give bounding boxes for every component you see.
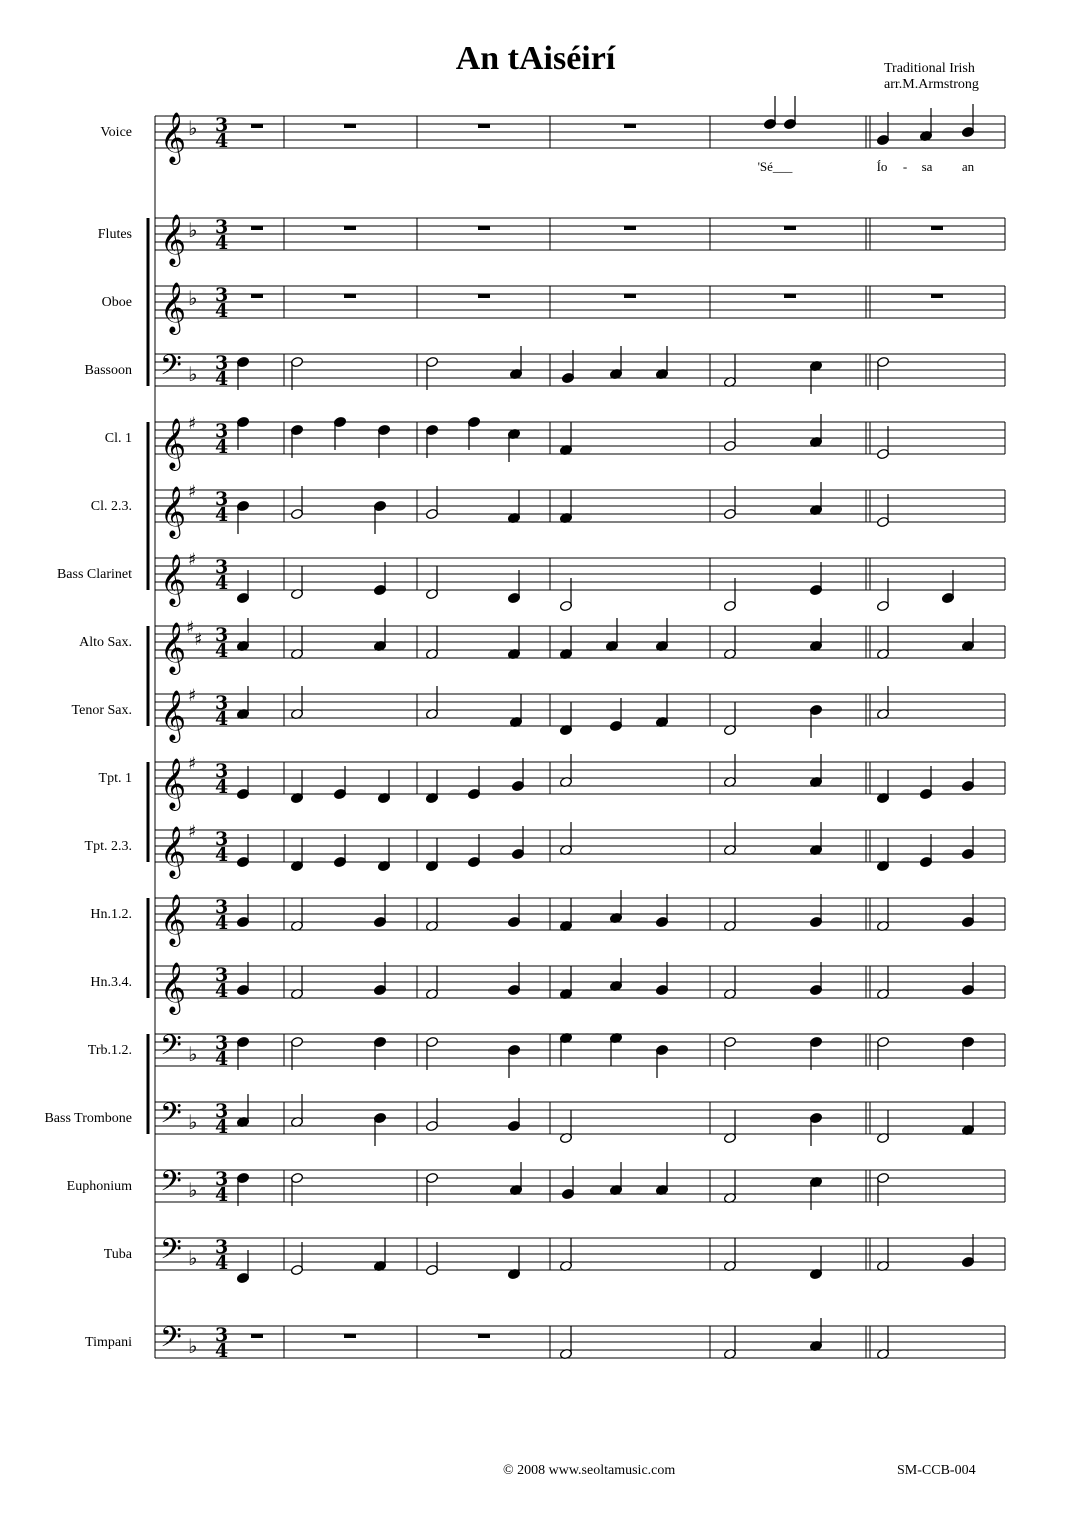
time-signature-denominator: 4: [215, 504, 229, 526]
bass-clef-icon: 𝄢: [160, 1097, 182, 1137]
composer-credit: Traditional Irish: [884, 61, 975, 76]
treble-clef-icon: 𝄞: [160, 622, 187, 673]
whole-rest-icon: [344, 294, 356, 298]
flat-icon: ♭: [188, 116, 198, 140]
instrument-label-cl-1: Cl. 1: [104, 431, 132, 446]
treble-clef-icon: 𝄞: [160, 894, 187, 945]
whole-rest-icon: [251, 226, 263, 230]
whole-rest-icon: [344, 226, 356, 230]
time-signature-numerator: 3: [215, 352, 229, 374]
flat-icon: ♭: [188, 1110, 198, 1134]
whole-rest-icon: [624, 124, 636, 128]
treble-clef-icon: 𝄞: [160, 418, 187, 469]
catalog-number: SM-CCB-004: [897, 1463, 976, 1478]
time-signature-numerator: 3: [215, 1100, 229, 1122]
flat-icon: ♭: [188, 1246, 198, 1270]
sharp-icon: ♯: [194, 630, 203, 650]
arranger-credit: arr.M.Armstrong: [884, 77, 979, 92]
sharp-icon: ♯: [188, 414, 197, 434]
treble-clef-icon: 𝄞: [160, 282, 187, 333]
time-signature-numerator: 3: [215, 420, 229, 442]
treble-clef-icon: 𝄞: [160, 554, 187, 605]
time-signature-denominator: 4: [215, 980, 229, 1002]
time-signature-denominator: 4: [215, 640, 229, 662]
whole-rest-icon: [784, 294, 796, 298]
whole-rest-icon: [478, 226, 490, 230]
flat-icon: ♭: [188, 218, 198, 242]
instrument-label-hn-1-2: Hn.1.2.: [90, 907, 132, 922]
instrument-label-timpani: Timpani: [85, 1335, 132, 1350]
instrument-label-flutes: Flutes: [97, 227, 132, 242]
sharp-icon: ♯: [186, 618, 195, 638]
time-signature-numerator: 3: [215, 114, 229, 136]
bass-clef-icon: 𝄢: [160, 1233, 182, 1273]
flat-icon: ♭: [188, 362, 198, 386]
whole-rest-icon: [478, 294, 490, 298]
time-signature-numerator: 3: [215, 964, 229, 986]
whole-rest-icon: [251, 124, 263, 128]
instrument-label-hn-3-4: Hn.3.4.: [90, 975, 132, 990]
treble-clef-icon: 𝄞: [160, 214, 187, 265]
lyric-syllable: Ío: [876, 159, 888, 174]
whole-rest-icon: [478, 124, 490, 128]
whole-rest-icon: [344, 124, 356, 128]
flat-icon: ♭: [188, 286, 198, 310]
lyric-syllable: -: [902, 159, 908, 174]
instrument-label-oboe: Oboe: [101, 295, 132, 310]
time-signature-denominator: 4: [215, 368, 229, 390]
score-title: An tAiséirí: [455, 40, 616, 77]
instrument-label-bass-trombone: Bass Trombone: [44, 1111, 132, 1126]
whole-rest-icon: [624, 226, 636, 230]
instrument-label-tenor-sax: Tenor Sax.: [71, 703, 132, 718]
time-signature-denominator: 4: [215, 572, 229, 594]
time-signature-numerator: 3: [215, 624, 229, 646]
time-signature-numerator: 3: [215, 1168, 229, 1190]
sharp-icon: ♯: [188, 550, 197, 570]
time-signature-numerator: 3: [215, 760, 229, 782]
flat-icon: ♭: [188, 1178, 198, 1202]
time-signature-denominator: 4: [215, 130, 229, 152]
time-signature-denominator: 4: [215, 232, 229, 254]
time-signature-denominator: 4: [215, 436, 229, 458]
time-signature-numerator: 3: [215, 284, 229, 306]
time-signature-denominator: 4: [215, 1184, 229, 1206]
instrument-label-voice: Voice: [100, 125, 132, 140]
instrument-label-bassoon: Bassoon: [84, 363, 132, 378]
treble-clef-icon: 𝄞: [160, 962, 187, 1013]
time-signature-denominator: 4: [215, 1116, 229, 1138]
time-signature-denominator: 4: [215, 1252, 229, 1274]
whole-rest-icon: [344, 1334, 356, 1338]
time-signature-numerator: 3: [215, 896, 229, 918]
whole-rest-icon: [478, 1334, 490, 1338]
whole-rest-icon: [251, 1334, 263, 1338]
time-signature-numerator: 3: [215, 692, 229, 714]
treble-clef-icon: 𝄞: [160, 486, 187, 537]
lyric-syllable: 'Sé___: [757, 159, 793, 174]
whole-rest-icon: [624, 294, 636, 298]
time-signature-denominator: 4: [215, 844, 229, 866]
sharp-icon: ♯: [188, 482, 197, 502]
lyric-syllable: an: [961, 159, 975, 174]
time-signature-denominator: 4: [215, 776, 229, 798]
treble-clef-icon: 𝄞: [160, 112, 187, 163]
instrument-label-bass-clarinet: Bass Clarinet: [56, 567, 132, 582]
time-signature-denominator: 4: [215, 708, 229, 730]
time-signature-numerator: 3: [215, 556, 229, 578]
time-signature-numerator: 3: [215, 488, 229, 510]
whole-rest-icon: [251, 294, 263, 298]
treble-clef-icon: 𝄞: [160, 826, 187, 877]
instrument-label-alto-sax: Alto Sax.: [79, 635, 132, 650]
instrument-label-tuba: Tuba: [103, 1247, 132, 1262]
time-signature-denominator: 4: [215, 912, 229, 934]
time-signature-numerator: 3: [215, 828, 229, 850]
instrument-label-tpt-1: Tpt. 1: [98, 771, 132, 786]
whole-rest-icon: [931, 226, 943, 230]
bass-clef-icon: 𝄢: [160, 1321, 182, 1361]
sharp-icon: ♯: [188, 686, 197, 706]
whole-rest-icon: [931, 294, 943, 298]
lyric-syllable: sa: [921, 159, 933, 174]
time-signature-denominator: 4: [215, 1048, 229, 1070]
bass-clef-icon: 𝄢: [160, 1029, 182, 1069]
copyright-notice: © 2008 www.seoltamusic.com: [503, 1463, 676, 1478]
instrument-label-trb-1-2: Trb.1.2.: [87, 1043, 132, 1058]
sharp-icon: ♯: [188, 754, 197, 774]
whole-rest-icon: [784, 226, 796, 230]
time-signature-numerator: 3: [215, 1032, 229, 1054]
time-signature-numerator: 3: [215, 216, 229, 238]
flat-icon: ♭: [188, 1042, 198, 1066]
flat-icon: ♭: [188, 1334, 198, 1358]
time-signature-numerator: 3: [215, 1324, 229, 1346]
time-signature-denominator: 4: [215, 1340, 229, 1362]
instrument-label-tpt-2-3: Tpt. 2.3.: [84, 839, 132, 854]
time-signature-denominator: 4: [215, 300, 229, 322]
bass-clef-icon: 𝄢: [160, 349, 182, 389]
instrument-label-cl-2-3: Cl. 2.3.: [90, 499, 132, 514]
time-signature-numerator: 3: [215, 1236, 229, 1258]
instrument-label-euphonium: Euphonium: [66, 1179, 132, 1194]
treble-clef-icon: 𝄞: [160, 758, 187, 809]
treble-clef-icon: 𝄞: [160, 690, 187, 741]
bass-clef-icon: 𝄢: [160, 1165, 182, 1205]
sharp-icon: ♯: [188, 822, 197, 842]
